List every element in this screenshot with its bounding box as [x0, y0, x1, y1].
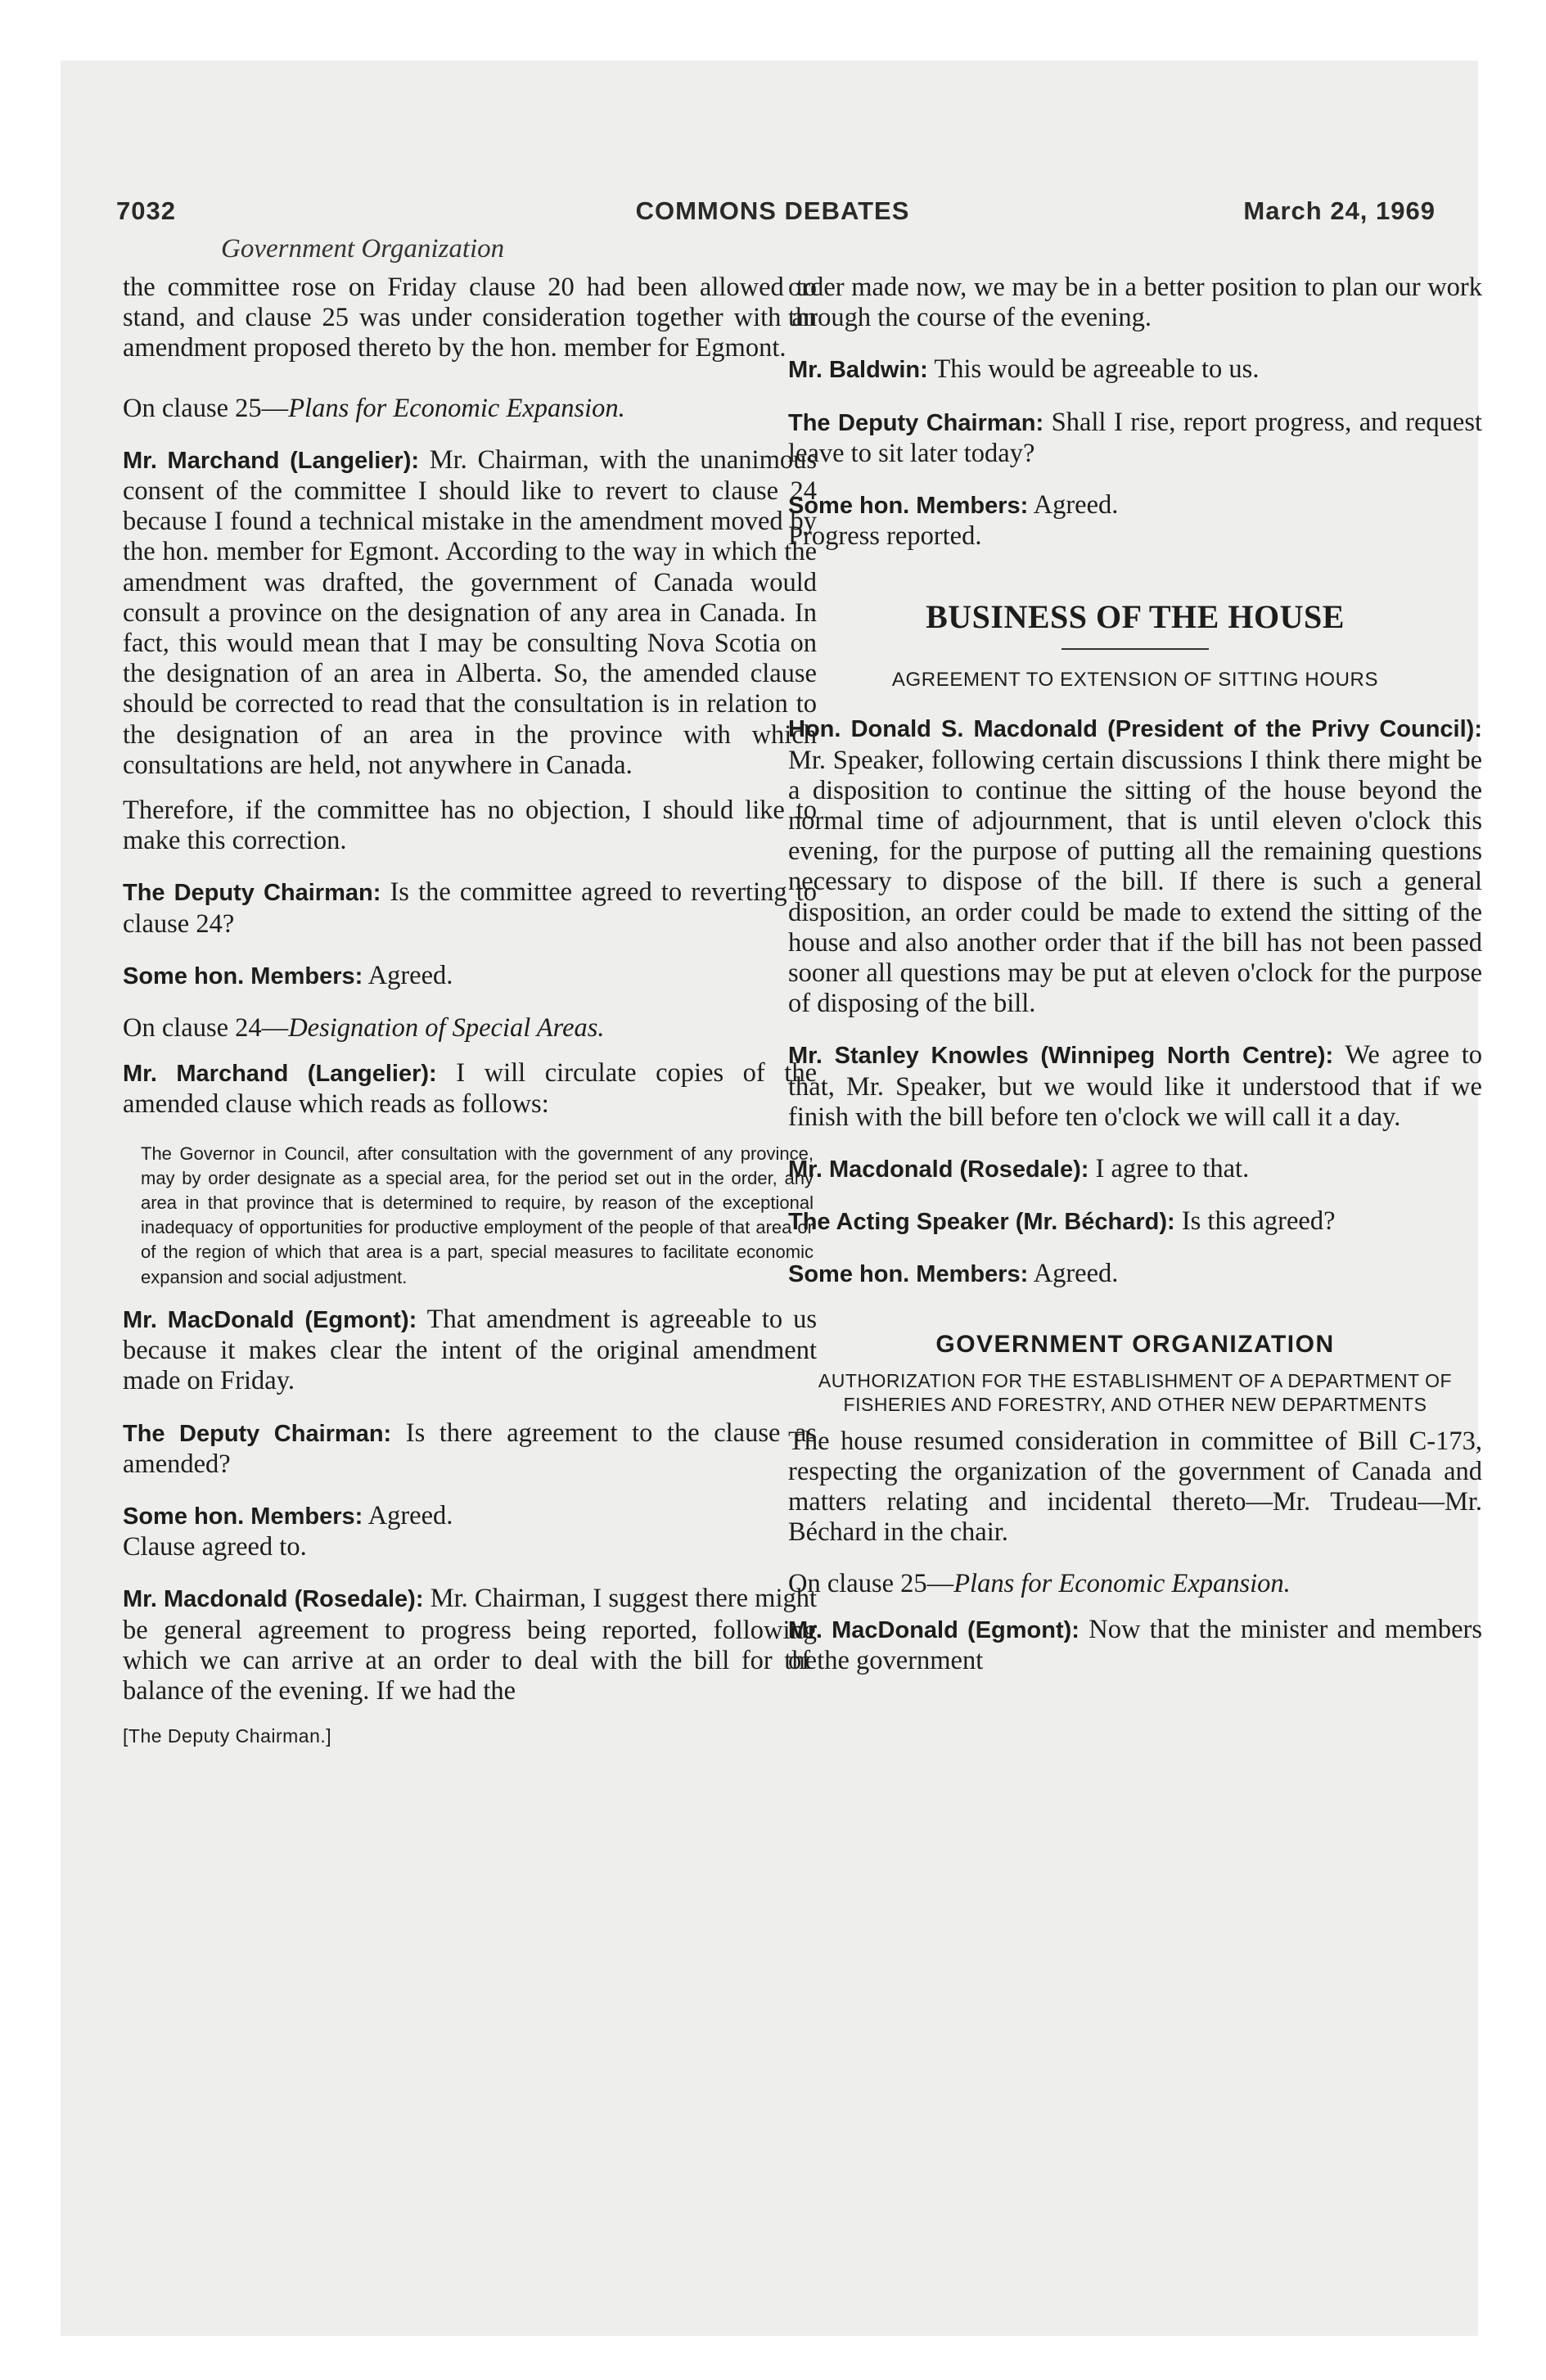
quoted-clause: The Governor in Council, after consultation with the government of any province, may by order designate as a special area, for the period set out in the order, any area in that province that is determined to require, by reason of the exceptional inadequacy of opportunities for productive employment of the people of that area or of the region of which that area is a part, special measures to facilitate economic expansion and social adjustment.	[141, 1143, 814, 1287]
section-subheading: AGREEMENT TO EXTENSION OF SITTING HOURS	[891, 669, 1379, 692]
heading-rule	[1061, 648, 1209, 650]
section-subheading: AUTHORIZATION FOR THE ESTABLISHMENT OF A DEPARTMENT OF FISHERIES AND FORESTRY, AND OTHER NEW DEPARTMENTS	[818, 1369, 1453, 1415]
speech: Mr. Macdonald (Rosedale): I agree to that.	[788, 1154, 1250, 1184]
speaker: Mr. Marchand (Langelier):	[123, 447, 420, 474]
speech: Mr. MacDonald (Egmont): Now that the minister and members of the government	[788, 1614, 1483, 1675]
speaker: Hon. Donald S. Macdonald (President of the Privy Council):	[788, 716, 1482, 743]
speech: Mr. Baldwin: This would be agreeable to us.	[788, 354, 1260, 385]
speaker: Mr. Baldwin:	[788, 357, 928, 384]
page-number: 7032	[116, 196, 176, 225]
page-header	[105, 196, 1440, 232]
speaker: The Acting Speaker (Mr. Béchard):	[788, 1209, 1175, 1236]
speaker: The Deputy Chairman:	[123, 1420, 392, 1447]
left-column	[123, 273, 817, 1751]
speaker: Mr. Marchand (Langelier):	[123, 1061, 437, 1088]
speaker: Some hon. Members:	[788, 1261, 1029, 1288]
publication-date: March 24, 1969	[1243, 196, 1436, 225]
section-heading: GOVERNMENT ORGANIZATION	[935, 1330, 1335, 1358]
section-heading: BUSINESS OF THE HOUSE	[926, 598, 1345, 636]
speech: The Deputy Chairman: Is the committee agreed to reverting to clause 24?	[123, 877, 818, 939]
right-column	[788, 273, 1482, 1676]
clause-line: On clause 24—Designation of Special Areas.	[123, 1013, 605, 1044]
clause-line: On clause 25—Plans for Economic Expansion.	[788, 1569, 1291, 1599]
paragraph: Clause agreed to.	[123, 1532, 307, 1562]
speech: Some hon. Members: Agreed.	[123, 960, 453, 990]
speaker: Some hon. Members:	[788, 493, 1029, 520]
speaker: Mr. Macdonald (Rosedale):	[788, 1156, 1089, 1183]
speaker: Mr. MacDonald (Egmont):	[123, 1306, 417, 1333]
speech: Hon. Donald S. Macdonald (President of the Privy Council): Mr. Speaker, following certain discussions I think there might be a disposition to continue the sitting of the house beyond the normal time of adjournment, that is until eleven o'clock this evening, for the purpose of putting all the remaining questions necessary to dispose of the bill. If there is such a general disposition, an order could be made to extend the sitting of the house and also another order that if the bill has not been passed sooner all questions may be put at eleven o'clock for the purpose of disposing of the bill.	[788, 716, 1482, 1019]
speech: Mr. Marchand (Langelier): I will circulate copies of the amended clause which reads as follows:	[123, 1058, 817, 1120]
speech: Mr. Stanley Knowles (Winnipeg North Centre): We agree to that, Mr. Speaker, but we would like it understood that if we finish with the bill before ten o'clock we will call it a day.	[788, 1040, 1482, 1132]
speech: Mr. Marchand (Langelier): Mr. Chairman, with the unanimous consent of the committee I should like to revert to clause 24 because I found a technical mistake in the amendment moved by the hon. member for Egmont. According to the way in which the amendment was drafted, the government of Canada would consult a province on the designation of any area in Canada. In fact, this would mean that I may be consulting Nova Scotia on the designation of an area in Alberta. So, the amended clause should be corrected to read that the consultation is in relation to the designation of an area in the province with which consultations are held, not anywhere in Canada.	[123, 444, 818, 780]
paragraph: order made now, we may be in a better position to plan our work through the course of the evening.	[788, 273, 1482, 333]
speaker: Mr. Stanley Knowles (Winnipeg North Centre):	[788, 1043, 1334, 1070]
running-head: Government Organization	[221, 234, 505, 264]
speaker: Some hon. Members:	[123, 1503, 363, 1530]
speech: The Deputy Chairman: Is there agreement to the clause as amended?	[123, 1418, 818, 1479]
speech: Some hon. Members: Agreed.	[123, 1500, 453, 1530]
paragraph: Therefore, if the committee has no objection, I should like to make this correction.	[123, 796, 817, 856]
speaker: Some hon. Members:	[123, 962, 363, 989]
speech: Mr. MacDonald (Egmont): That amendment is agreeable to us because it makes clear the intent of the original amendment made on Friday.	[123, 1304, 817, 1396]
publication-title: COMMONS DEBATES	[635, 196, 910, 225]
paragraph: Progress reported.	[788, 521, 982, 552]
speech: The Acting Speaker (Mr. Béchard): Is this agreed?	[788, 1206, 1336, 1237]
speaker: Mr. MacDonald (Egmont):	[788, 1616, 1079, 1643]
speaker: The Deputy Chairman:	[123, 880, 381, 907]
paragraph: The house resumed consideration in committee of Bill C-173, respecting the organization of the government of Canada and matters relating and incidental thereto—Mr. Trudeau—Mr. Béchard in the chair.	[788, 1426, 1482, 1548]
speech: Some hon. Members: Agreed.	[788, 490, 1119, 521]
speaker: The Deputy Chairman:	[788, 409, 1044, 436]
clause-line: On clause 25—Plans for Economic Expansion.	[123, 393, 625, 423]
speech: The Deputy Chairman: Shall I rise, report progress, and request leave to sit later today?	[788, 407, 1482, 468]
speech: Mr. Macdonald (Rosedale): Mr. Chairman, I suggest there might be general agreement to progress being reported, following which we can arrive at an order to deal with the bill for the balance of the evening. If we had the	[123, 1584, 818, 1706]
speaker: Mr. Macdonald (Rosedale):	[123, 1586, 424, 1613]
speech: Some hon. Members: Agreed.	[788, 1259, 1119, 1289]
footer-note: [The Deputy Chairman.]	[123, 1725, 332, 1747]
paragraph: the committee rose on Friday clause 20 had been allowed to stand, and clause 25 was under consideration together with an amendment proposed thereto by the hon. member for Egmont.	[123, 273, 817, 363]
